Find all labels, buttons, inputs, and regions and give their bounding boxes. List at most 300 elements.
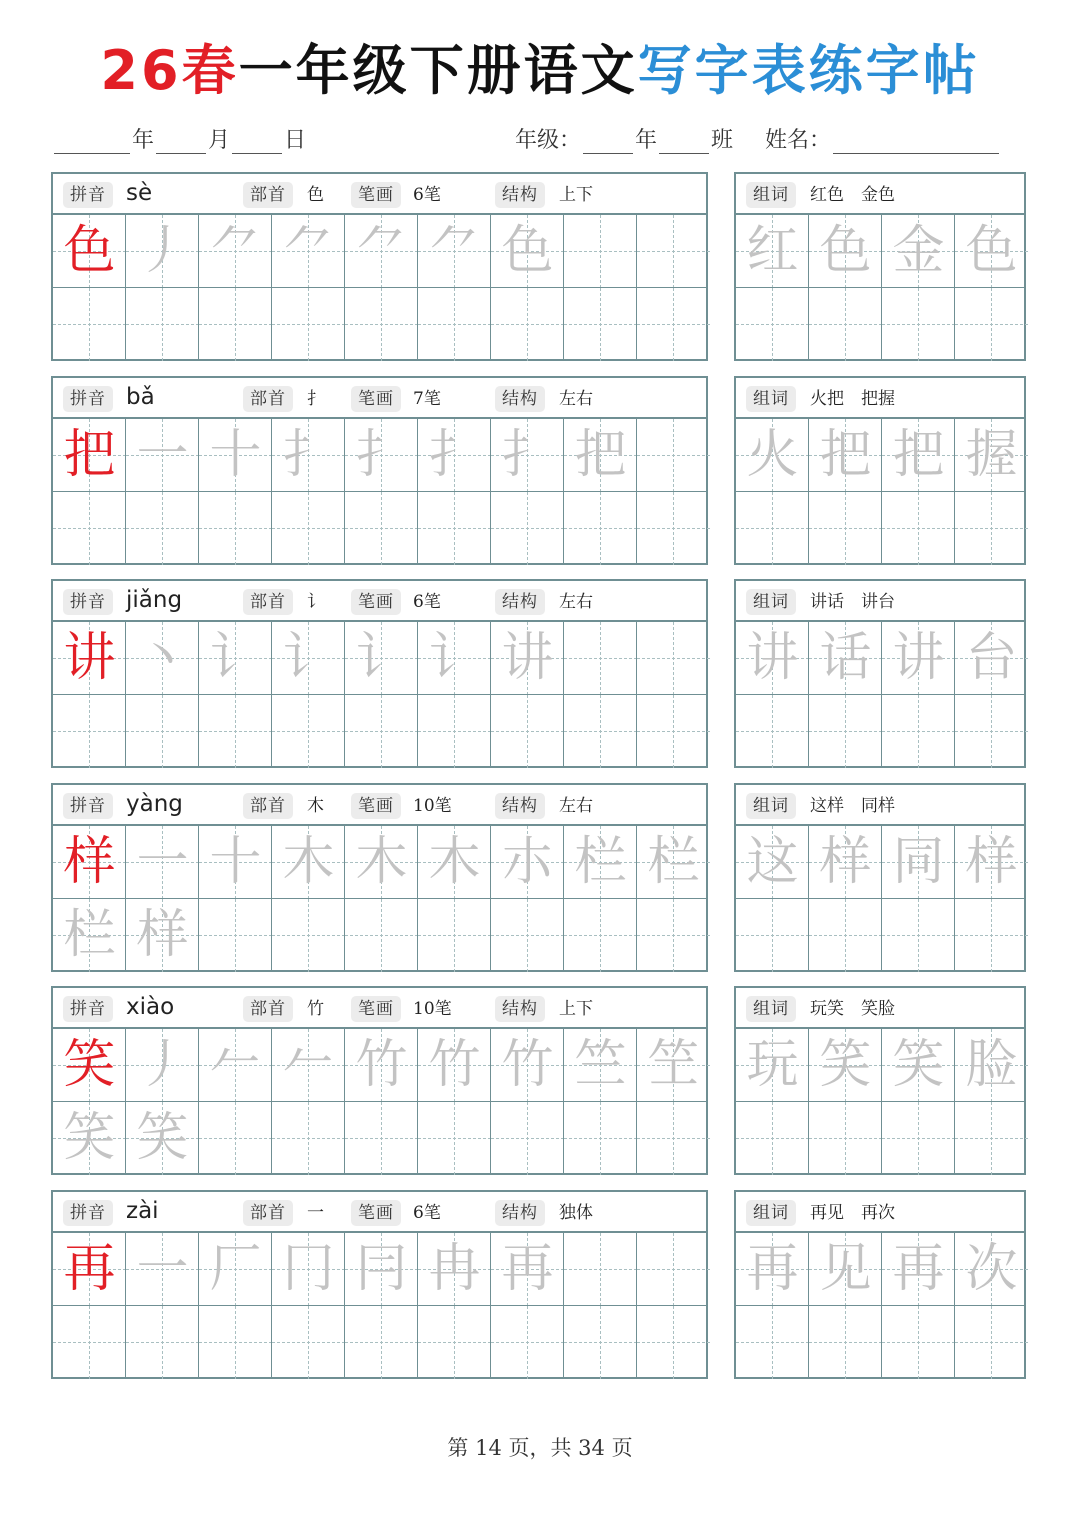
words-tag: 组词 bbox=[746, 793, 796, 819]
word-practice-cell[interactable] bbox=[955, 492, 1028, 565]
practice-cell[interactable] bbox=[345, 1306, 418, 1379]
radical-tag: 部首 bbox=[243, 793, 293, 819]
card-header bbox=[53, 785, 706, 826]
practice-cell[interactable] bbox=[637, 1306, 710, 1379]
practice-cell[interactable] bbox=[272, 419, 345, 492]
word-practice-cell[interactable] bbox=[809, 1306, 882, 1379]
word-practice-cell[interactable] bbox=[882, 1102, 955, 1175]
word-practice-cell[interactable] bbox=[955, 899, 1028, 972]
word-practice-cell[interactable] bbox=[882, 695, 955, 768]
practice-cell[interactable] bbox=[199, 695, 272, 768]
practice-cell[interactable] bbox=[199, 492, 272, 565]
trace-character: 讲 bbox=[746, 628, 799, 688]
month-label: 月 bbox=[208, 128, 231, 153]
words-value: 火把 把握 bbox=[810, 389, 895, 409]
word-practice-cell[interactable] bbox=[882, 1233, 955, 1306]
word-practice-cell[interactable] bbox=[809, 215, 882, 288]
trace-character: 木 bbox=[355, 832, 408, 892]
word-practice-cell[interactable] bbox=[736, 288, 809, 361]
practice-cell[interactable] bbox=[418, 1102, 491, 1175]
practice-cell[interactable] bbox=[199, 215, 272, 288]
practice-cell[interactable] bbox=[637, 1029, 710, 1102]
word-card-1 bbox=[734, 172, 1026, 361]
trace-character: 红 bbox=[746, 221, 799, 281]
pinyin-tag: 拼音 bbox=[63, 996, 113, 1022]
model-cell[interactable] bbox=[53, 419, 126, 492]
practice-cell[interactable] bbox=[199, 1029, 272, 1102]
practice-cell[interactable] bbox=[345, 1029, 418, 1102]
title-prefix: 26春 bbox=[100, 39, 239, 102]
practice-cell[interactable] bbox=[491, 695, 564, 768]
day-blank[interactable] bbox=[232, 128, 282, 154]
practice-cell[interactable] bbox=[199, 899, 272, 972]
practice-cell[interactable] bbox=[53, 695, 126, 768]
grade-year-label: 年 bbox=[635, 128, 658, 153]
model-cell[interactable] bbox=[53, 215, 126, 288]
grid-divider bbox=[736, 491, 1024, 492]
strokes-tag: 笔画 bbox=[351, 182, 401, 208]
year-label: 年 bbox=[132, 128, 155, 153]
practice-cell[interactable] bbox=[53, 1306, 126, 1379]
practice-cell[interactable] bbox=[564, 695, 637, 768]
grid-divider bbox=[736, 1305, 1024, 1306]
model-cell[interactable] bbox=[53, 826, 126, 899]
practice-cell[interactable] bbox=[126, 1029, 199, 1102]
word-practice-cell[interactable] bbox=[955, 419, 1028, 492]
word-card-4 bbox=[734, 783, 1026, 972]
guide-line-vertical bbox=[381, 288, 382, 361]
title-middle: 一年级下册语文 bbox=[238, 39, 638, 102]
grid-divider bbox=[736, 898, 1024, 899]
pinyin-value: yàng bbox=[126, 791, 183, 817]
trace-character: 笑 bbox=[892, 1035, 945, 1095]
practice-cell[interactable] bbox=[199, 1306, 272, 1379]
grid-divider bbox=[53, 694, 706, 695]
trace-character: 扌 bbox=[282, 425, 335, 485]
practice-cell[interactable] bbox=[491, 288, 564, 361]
word-card-2 bbox=[734, 376, 1026, 565]
word-practice-cell[interactable] bbox=[809, 622, 882, 695]
practice-cell[interactable] bbox=[491, 1306, 564, 1379]
practice-cell[interactable] bbox=[637, 695, 710, 768]
practice-cell[interactable] bbox=[564, 288, 637, 361]
practice-cell[interactable] bbox=[345, 826, 418, 899]
practice-cell[interactable] bbox=[491, 492, 564, 565]
practice-cell[interactable] bbox=[272, 1233, 345, 1306]
grade-label: 年级： bbox=[515, 128, 582, 153]
guide-line-vertical bbox=[235, 695, 236, 768]
word-practice-cell[interactable] bbox=[809, 1029, 882, 1102]
word-practice-cell[interactable] bbox=[809, 492, 882, 565]
name-blank[interactable] bbox=[833, 128, 999, 154]
practice-cell[interactable] bbox=[418, 1233, 491, 1306]
practice-cell[interactable] bbox=[126, 1102, 199, 1175]
practice-cell[interactable] bbox=[126, 899, 199, 972]
practice-cell[interactable] bbox=[564, 899, 637, 972]
practice-cell[interactable] bbox=[637, 215, 710, 288]
practice-cell[interactable] bbox=[272, 695, 345, 768]
guide-line-vertical bbox=[89, 695, 90, 768]
practice-cell[interactable] bbox=[637, 1102, 710, 1175]
practice-cell[interactable] bbox=[126, 695, 199, 768]
trace-character: 竹 bbox=[428, 1035, 481, 1095]
card-header bbox=[53, 1192, 706, 1233]
student-info-line bbox=[515, 120, 1001, 154]
practice-cell[interactable] bbox=[564, 1029, 637, 1102]
word-practice-cell[interactable] bbox=[736, 419, 809, 492]
practice-cell[interactable] bbox=[345, 288, 418, 361]
year-blank[interactable] bbox=[54, 128, 130, 154]
word-practice-cell[interactable] bbox=[736, 622, 809, 695]
trace-character: 样 bbox=[136, 905, 189, 965]
model-cell[interactable] bbox=[53, 622, 126, 695]
pinyin-tag: 拼音 bbox=[63, 386, 113, 412]
guide-line-vertical bbox=[918, 899, 919, 972]
trace-character: 丿 bbox=[136, 1035, 189, 1095]
trace-character: ⺈ bbox=[282, 221, 335, 281]
guide-line-vertical bbox=[772, 492, 773, 565]
class-blank[interactable] bbox=[659, 128, 709, 154]
guide-line-vertical bbox=[527, 288, 528, 361]
word-practice-cell[interactable] bbox=[882, 899, 955, 972]
word-practice-cell[interactable] bbox=[736, 899, 809, 972]
practice-cell[interactable] bbox=[418, 215, 491, 288]
guide-line-vertical bbox=[235, 288, 236, 361]
pinyin-tag: 拼音 bbox=[63, 1200, 113, 1226]
trace-character: 笁 bbox=[647, 1035, 700, 1095]
page-title bbox=[0, 36, 1080, 106]
practice-cell[interactable] bbox=[272, 492, 345, 565]
grid-divider bbox=[53, 898, 706, 899]
practice-cell[interactable] bbox=[491, 1102, 564, 1175]
guide-line-vertical bbox=[235, 1306, 236, 1379]
word-practice-cell[interactable] bbox=[736, 695, 809, 768]
month-blank[interactable] bbox=[156, 128, 206, 154]
model-character: 样 bbox=[63, 832, 116, 892]
strokes-tag: 笔画 bbox=[351, 793, 401, 819]
practice-cell[interactable] bbox=[564, 622, 637, 695]
trace-character: 再 bbox=[746, 1239, 799, 1299]
model-cell[interactable] bbox=[53, 1233, 126, 1306]
guide-line-vertical bbox=[162, 288, 163, 361]
practice-cell[interactable] bbox=[272, 1306, 345, 1379]
trace-character: 火 bbox=[746, 425, 799, 485]
card-header bbox=[736, 785, 1024, 826]
practice-cell[interactable] bbox=[199, 826, 272, 899]
practice-cell[interactable] bbox=[199, 288, 272, 361]
guide-line-vertical bbox=[673, 215, 674, 288]
word-practice-cell[interactable] bbox=[809, 288, 882, 361]
practice-cell[interactable] bbox=[345, 695, 418, 768]
trace-character: 金 bbox=[892, 221, 945, 281]
word-practice-cell[interactable] bbox=[882, 1306, 955, 1379]
trace-character: 样 bbox=[965, 832, 1018, 892]
trace-character: 笑 bbox=[819, 1035, 872, 1095]
trace-character: ⺈ bbox=[428, 221, 481, 281]
card-header bbox=[736, 1192, 1024, 1233]
practice-cell[interactable] bbox=[637, 899, 710, 972]
practice-cell[interactable] bbox=[418, 695, 491, 768]
word-practice-cell[interactable] bbox=[736, 1306, 809, 1379]
guide-line-vertical bbox=[454, 492, 455, 565]
word-card-5 bbox=[734, 986, 1026, 1175]
guide-line-vertical bbox=[600, 899, 601, 972]
pinyin-value: sè bbox=[126, 180, 153, 206]
practice-cell[interactable] bbox=[272, 899, 345, 972]
practice-cell[interactable] bbox=[418, 419, 491, 492]
practice-cell[interactable] bbox=[126, 826, 199, 899]
practice-cell[interactable] bbox=[53, 492, 126, 565]
practice-cell[interactable] bbox=[345, 1233, 418, 1306]
card-header bbox=[736, 581, 1024, 622]
guide-line-vertical bbox=[600, 622, 601, 695]
practice-cell[interactable] bbox=[637, 419, 710, 492]
guide-line-vertical bbox=[673, 1102, 674, 1175]
practice-cell[interactable] bbox=[272, 288, 345, 361]
practice-cell[interactable] bbox=[491, 1233, 564, 1306]
practice-cell[interactable] bbox=[564, 826, 637, 899]
practice-cell[interactable] bbox=[272, 826, 345, 899]
practice-cell[interactable] bbox=[418, 288, 491, 361]
practice-cell[interactable] bbox=[418, 492, 491, 565]
practice-cell[interactable] bbox=[491, 215, 564, 288]
structure-value: 左右 bbox=[559, 389, 593, 409]
trace-character: 竹 bbox=[501, 1035, 554, 1095]
word-practice-cell[interactable] bbox=[736, 1029, 809, 1102]
word-practice-cell[interactable] bbox=[882, 215, 955, 288]
word-practice-cell[interactable] bbox=[882, 826, 955, 899]
grid-divider bbox=[53, 491, 706, 492]
practice-cell[interactable] bbox=[199, 1102, 272, 1175]
practice-cell[interactable] bbox=[272, 1102, 345, 1175]
radical-tag: 部首 bbox=[243, 182, 293, 208]
practice-cell[interactable] bbox=[53, 288, 126, 361]
guide-line-vertical bbox=[845, 288, 846, 361]
practice-cell[interactable] bbox=[491, 419, 564, 492]
practice-cell[interactable] bbox=[199, 1233, 272, 1306]
trace-character: 把 bbox=[892, 425, 945, 485]
card-header bbox=[736, 988, 1024, 1029]
pinyin-value: zài bbox=[126, 1198, 159, 1224]
practice-cell[interactable] bbox=[272, 1029, 345, 1102]
guide-line-vertical bbox=[673, 492, 674, 565]
practice-cell[interactable] bbox=[491, 899, 564, 972]
trace-character: 冂 bbox=[282, 1239, 335, 1299]
grid-divider bbox=[736, 1101, 1024, 1102]
trace-character: 冃 bbox=[355, 1239, 408, 1299]
practice-cell[interactable] bbox=[126, 622, 199, 695]
word-practice-cell[interactable] bbox=[882, 1029, 955, 1102]
practice-cell[interactable] bbox=[126, 492, 199, 565]
structure-value: 左右 bbox=[559, 592, 593, 612]
structure-value: 上下 bbox=[559, 185, 593, 205]
structure-tag: 结构 bbox=[495, 1200, 545, 1226]
trace-character: 木 bbox=[282, 832, 335, 892]
guide-line-vertical bbox=[600, 215, 601, 288]
practice-cell[interactable] bbox=[564, 1306, 637, 1379]
word-practice-cell[interactable] bbox=[809, 1233, 882, 1306]
radical-value: 讠 bbox=[307, 592, 324, 612]
word-practice-cell[interactable] bbox=[736, 826, 809, 899]
word-practice-cell[interactable] bbox=[809, 695, 882, 768]
trace-character: ⺈ bbox=[355, 221, 408, 281]
strokes-tag: 笔画 bbox=[351, 1200, 401, 1226]
radical-value: 色 bbox=[307, 185, 324, 205]
guide-line-vertical bbox=[527, 1306, 528, 1379]
strokes-value: 6笔 bbox=[413, 1203, 441, 1223]
practice-cell[interactable] bbox=[491, 1029, 564, 1102]
practice-cell[interactable] bbox=[126, 1306, 199, 1379]
card-header bbox=[736, 174, 1024, 215]
practice-cell[interactable] bbox=[53, 899, 126, 972]
guide-line-vertical bbox=[673, 288, 674, 361]
structure-tag: 结构 bbox=[495, 386, 545, 412]
radical-value: 竹 bbox=[307, 999, 324, 1019]
guide-line-vertical bbox=[845, 1306, 846, 1379]
guide-line-vertical bbox=[381, 1306, 382, 1379]
practice-cell[interactable] bbox=[345, 899, 418, 972]
practice-cell[interactable] bbox=[637, 1233, 710, 1306]
word-practice-cell[interactable] bbox=[882, 288, 955, 361]
word-practice-cell[interactable] bbox=[736, 492, 809, 565]
practice-cell[interactable] bbox=[272, 622, 345, 695]
practice-cell[interactable] bbox=[345, 622, 418, 695]
word-practice-cell[interactable] bbox=[736, 1102, 809, 1175]
practice-cell[interactable] bbox=[491, 826, 564, 899]
word-practice-cell[interactable] bbox=[882, 492, 955, 565]
practice-cell[interactable] bbox=[126, 215, 199, 288]
word-practice-cell[interactable] bbox=[809, 899, 882, 972]
trace-character: 竺 bbox=[574, 1035, 627, 1095]
word-practice-cell[interactable] bbox=[955, 826, 1028, 899]
pinyin-tag: 拼音 bbox=[63, 589, 113, 615]
guide-line-vertical bbox=[308, 899, 309, 972]
guide-line-vertical bbox=[918, 288, 919, 361]
trace-character: 竹 bbox=[355, 1035, 408, 1095]
guide-line-vertical bbox=[162, 492, 163, 565]
practice-cell[interactable] bbox=[345, 419, 418, 492]
practice-cell[interactable] bbox=[272, 215, 345, 288]
trace-character: 十 bbox=[209, 425, 262, 485]
practice-cell[interactable] bbox=[418, 622, 491, 695]
trace-character: 讲 bbox=[892, 628, 945, 688]
practice-cell[interactable] bbox=[418, 1029, 491, 1102]
practice-cell[interactable] bbox=[199, 622, 272, 695]
trace-character: 丶 bbox=[136, 628, 189, 688]
radical-tag: 部首 bbox=[243, 386, 293, 412]
guide-line-vertical bbox=[600, 1233, 601, 1306]
grade-blank[interactable] bbox=[583, 128, 633, 154]
grid-divider bbox=[53, 287, 706, 288]
word-practice-cell[interactable] bbox=[809, 419, 882, 492]
guide-line-vertical bbox=[235, 899, 236, 972]
practice-cell[interactable] bbox=[564, 1233, 637, 1306]
word-practice-cell[interactable] bbox=[955, 695, 1028, 768]
practice-cell[interactable] bbox=[418, 899, 491, 972]
practice-cell[interactable] bbox=[637, 826, 710, 899]
practice-cell[interactable] bbox=[126, 1233, 199, 1306]
trace-character: 十 bbox=[209, 832, 262, 892]
trace-character: 扌 bbox=[428, 425, 481, 485]
guide-line-vertical bbox=[600, 1306, 601, 1379]
guide-line-vertical bbox=[89, 1306, 90, 1379]
word-practice-cell[interactable] bbox=[955, 1029, 1028, 1102]
guide-line-vertical bbox=[845, 695, 846, 768]
guide-line-vertical bbox=[673, 695, 674, 768]
word-practice-cell[interactable] bbox=[955, 1102, 1028, 1175]
practice-cell[interactable] bbox=[418, 1306, 491, 1379]
practice-cell[interactable] bbox=[418, 826, 491, 899]
practice-cell[interactable] bbox=[637, 622, 710, 695]
character-card-6 bbox=[51, 1190, 708, 1379]
guide-line-vertical bbox=[527, 899, 528, 972]
word-practice-cell[interactable] bbox=[882, 622, 955, 695]
practice-cell[interactable] bbox=[564, 419, 637, 492]
word-practice-cell[interactable] bbox=[955, 1306, 1028, 1379]
practice-cell[interactable] bbox=[126, 288, 199, 361]
trace-character: 朩 bbox=[501, 832, 554, 892]
grid-divider bbox=[736, 287, 1024, 288]
radical-value: 木 bbox=[307, 796, 324, 816]
practice-cell[interactable] bbox=[345, 215, 418, 288]
card-header bbox=[53, 581, 706, 622]
word-practice-cell[interactable] bbox=[955, 1233, 1028, 1306]
trace-character: 栏 bbox=[63, 905, 116, 965]
card-header bbox=[53, 174, 706, 215]
trace-character: 讠 bbox=[282, 628, 335, 688]
practice-cell[interactable] bbox=[564, 215, 637, 288]
structure-tag: 结构 bbox=[495, 589, 545, 615]
guide-line-vertical bbox=[991, 1306, 992, 1379]
word-practice-cell[interactable] bbox=[809, 826, 882, 899]
word-practice-cell[interactable] bbox=[736, 215, 809, 288]
word-practice-cell[interactable] bbox=[736, 1233, 809, 1306]
practice-cell[interactable] bbox=[637, 288, 710, 361]
radical-value: 扌 bbox=[307, 389, 324, 409]
grid-divider bbox=[736, 694, 1024, 695]
trace-character: 笑 bbox=[136, 1108, 189, 1168]
word-practice-cell[interactable] bbox=[955, 622, 1028, 695]
practice-cell[interactable] bbox=[345, 1102, 418, 1175]
strokes-tag: 笔画 bbox=[351, 386, 401, 412]
practice-cell[interactable] bbox=[564, 492, 637, 565]
trace-character: 厂 bbox=[209, 1239, 262, 1299]
word-practice-cell[interactable] bbox=[882, 419, 955, 492]
guide-line-vertical bbox=[600, 695, 601, 768]
guide-line-vertical bbox=[845, 1102, 846, 1175]
words-value: 玩笑 笑脸 bbox=[810, 999, 895, 1019]
practice-cell[interactable] bbox=[345, 492, 418, 565]
guide-line-vertical bbox=[381, 492, 382, 565]
word-practice-cell[interactable] bbox=[955, 215, 1028, 288]
guide-line-vertical bbox=[600, 288, 601, 361]
trace-character: 讠 bbox=[355, 628, 408, 688]
strokes-tag: 笔画 bbox=[351, 996, 401, 1022]
practice-cell[interactable] bbox=[126, 419, 199, 492]
title-suffix: 写字表练字帖 bbox=[637, 39, 980, 102]
word-practice-cell[interactable] bbox=[809, 1102, 882, 1175]
practice-cell[interactable] bbox=[637, 492, 710, 565]
practice-cell[interactable] bbox=[491, 622, 564, 695]
practice-cell[interactable] bbox=[199, 419, 272, 492]
radical-tag: 部首 bbox=[243, 589, 293, 615]
model-cell[interactable] bbox=[53, 1029, 126, 1102]
trace-character: 一 bbox=[136, 425, 189, 485]
word-practice-cell[interactable] bbox=[955, 288, 1028, 361]
practice-cell[interactable] bbox=[53, 1102, 126, 1175]
trace-character: 讠 bbox=[428, 628, 481, 688]
practice-cell[interactable] bbox=[564, 1102, 637, 1175]
